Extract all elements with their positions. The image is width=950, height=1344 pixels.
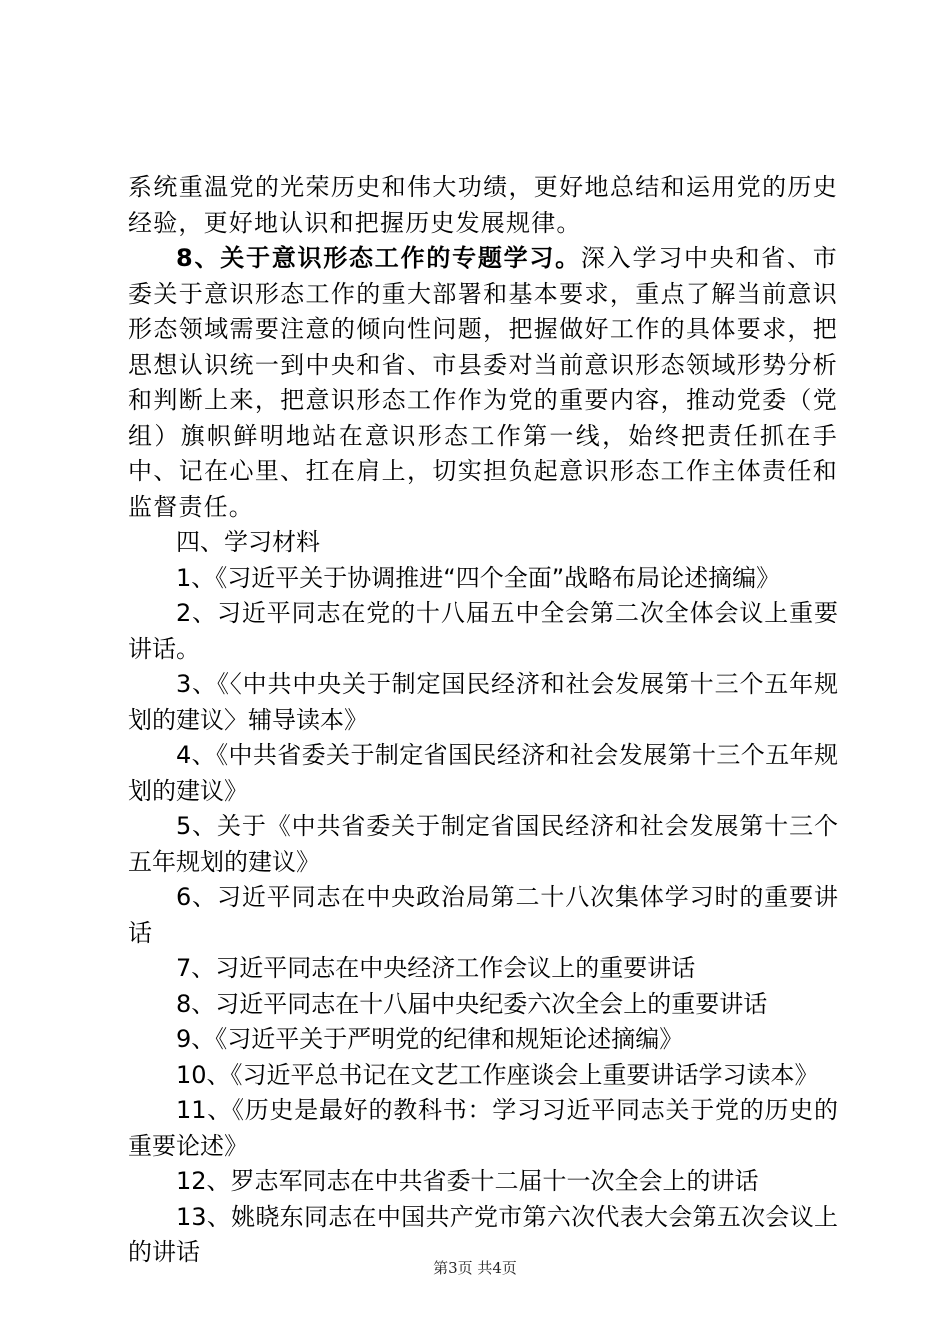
paragraph-history-review: 系统重温党的光荣历史和伟大功绩，更好地总结和运用党的历史经验，更好地认识和把握历史发展规律。: [128, 173, 838, 237]
material-item: 2、习近平同志在党的十八届五中全会第二次全体会议上重要讲话。: [128, 599, 838, 663]
document-body: [128, 170, 838, 1271]
material-item: 8、习近平同志在十八届中央纪委六次全会上的重要讲话: [176, 989, 768, 1018]
material-item: 9、《习近平关于严明党的纪律和规矩论述摘编》: [176, 1025, 684, 1053]
material-item: 3、《〈中共中央关于制定国民经济和社会发展第十三个五年规划的建议〉辅导读本》: [128, 670, 838, 734]
material-item: 1、《习近平关于协调推进“四个全面”战略布局论述摘编》: [176, 563, 781, 592]
ideology-study-heading: 8、关于意识形态工作的专题学习。: [176, 244, 581, 272]
material-item: 13、姚晓东同志在中国共产党市第六次代表大会第五次会议上的讲话: [128, 1202, 838, 1266]
material-item: 7、习近平同志在中央经济工作会议上的重要讲话: [176, 954, 696, 982]
material-item: 4、《中共省委关于制定省国民经济和社会发展第十三个五年规划的建议》: [128, 741, 838, 805]
ideology-study-body: 深入学习中央和省、市委关于意识形态工作的重大部署和基本要求，重点了解当前意识形态领域需要注意的倾向性问题，把握做好工作的具体要求，把思想认识统一到中央和省、市县委对当前意识形态领域形势分析和判断上来，把意识形态工作作为党的重要内容，推动党委（党组）旗帜鲜明地站在意识形态工作第一线，始终把责任抓在手中、记在心里、扛在肩上，切实担负起意识形态工作主体责任和监督责任。: [128, 244, 838, 521]
page-number-footer: 第3页 共4页: [433, 1259, 517, 1277]
material-item: 11、《历史是最好的教科书：学习习近平同志关于党的历史的重要论述》: [128, 1096, 838, 1160]
material-item: 5、关于《中共省委关于制定省国民经济和社会发展第十三个五年规划的建议》: [128, 812, 838, 876]
material-item: 10、《习近平总书记在文艺工作座谈会上重要讲话学习读本》: [176, 1060, 819, 1089]
paragraph-ideology-study: [128, 241, 838, 525]
material-item: 12、罗志军同志在中共省委十二届十一次全会上的讲话: [176, 1167, 759, 1195]
section-heading-materials: 四、学习材料: [176, 528, 320, 556]
material-item: 6、习近平同志在中央政治局第二十八次集体学习时的重要讲话: [128, 883, 838, 947]
